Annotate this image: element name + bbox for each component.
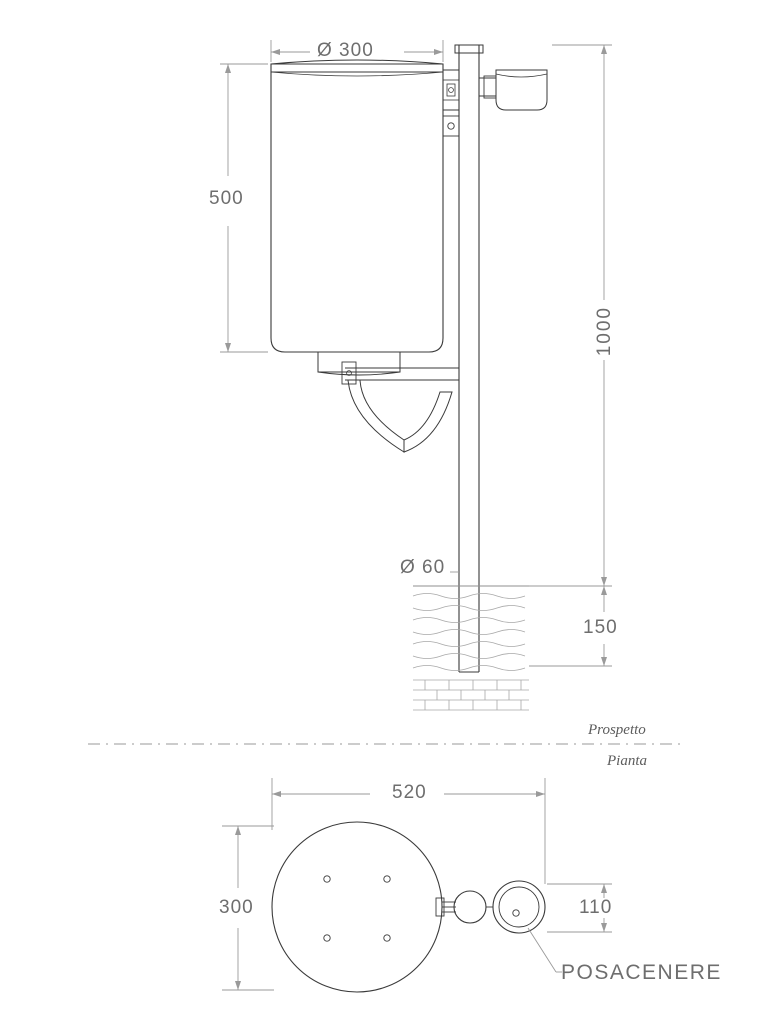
top-mounting-bracket [443,70,459,136]
elevation-view [220,40,612,710]
waste-bin-plan [272,822,442,992]
leader-ashtray-callout [528,928,562,972]
dimension-label-embed-depth: 150 [583,617,618,638]
support-post [455,45,483,672]
waste-bin-body [271,60,443,375]
view-label-plan: Pianta [607,753,647,769]
ashtray-plan [486,881,545,933]
dimension-label-bin-height: 500 [209,188,244,209]
callout-label-ashtray: POSACENERE [561,961,722,984]
view-label-elevation: Prospetto [588,722,646,738]
ground-section [413,586,529,710]
dimension-label-plan-width: 520 [392,782,427,803]
support-post-plan [436,891,486,923]
dimension-label-plan-depth: 300 [219,897,254,918]
lower-support-arm [342,362,459,452]
dimension-label-bin-diameter: Ø 300 [317,40,374,61]
plan-view [222,778,612,992]
dimension-label-post-diameter: Ø 60 [400,557,446,578]
dimension-label-ashtray-width: 110 [579,897,613,918]
dimension-label-post-height: 1000 [594,306,615,357]
ashtray-elevation [479,70,547,110]
